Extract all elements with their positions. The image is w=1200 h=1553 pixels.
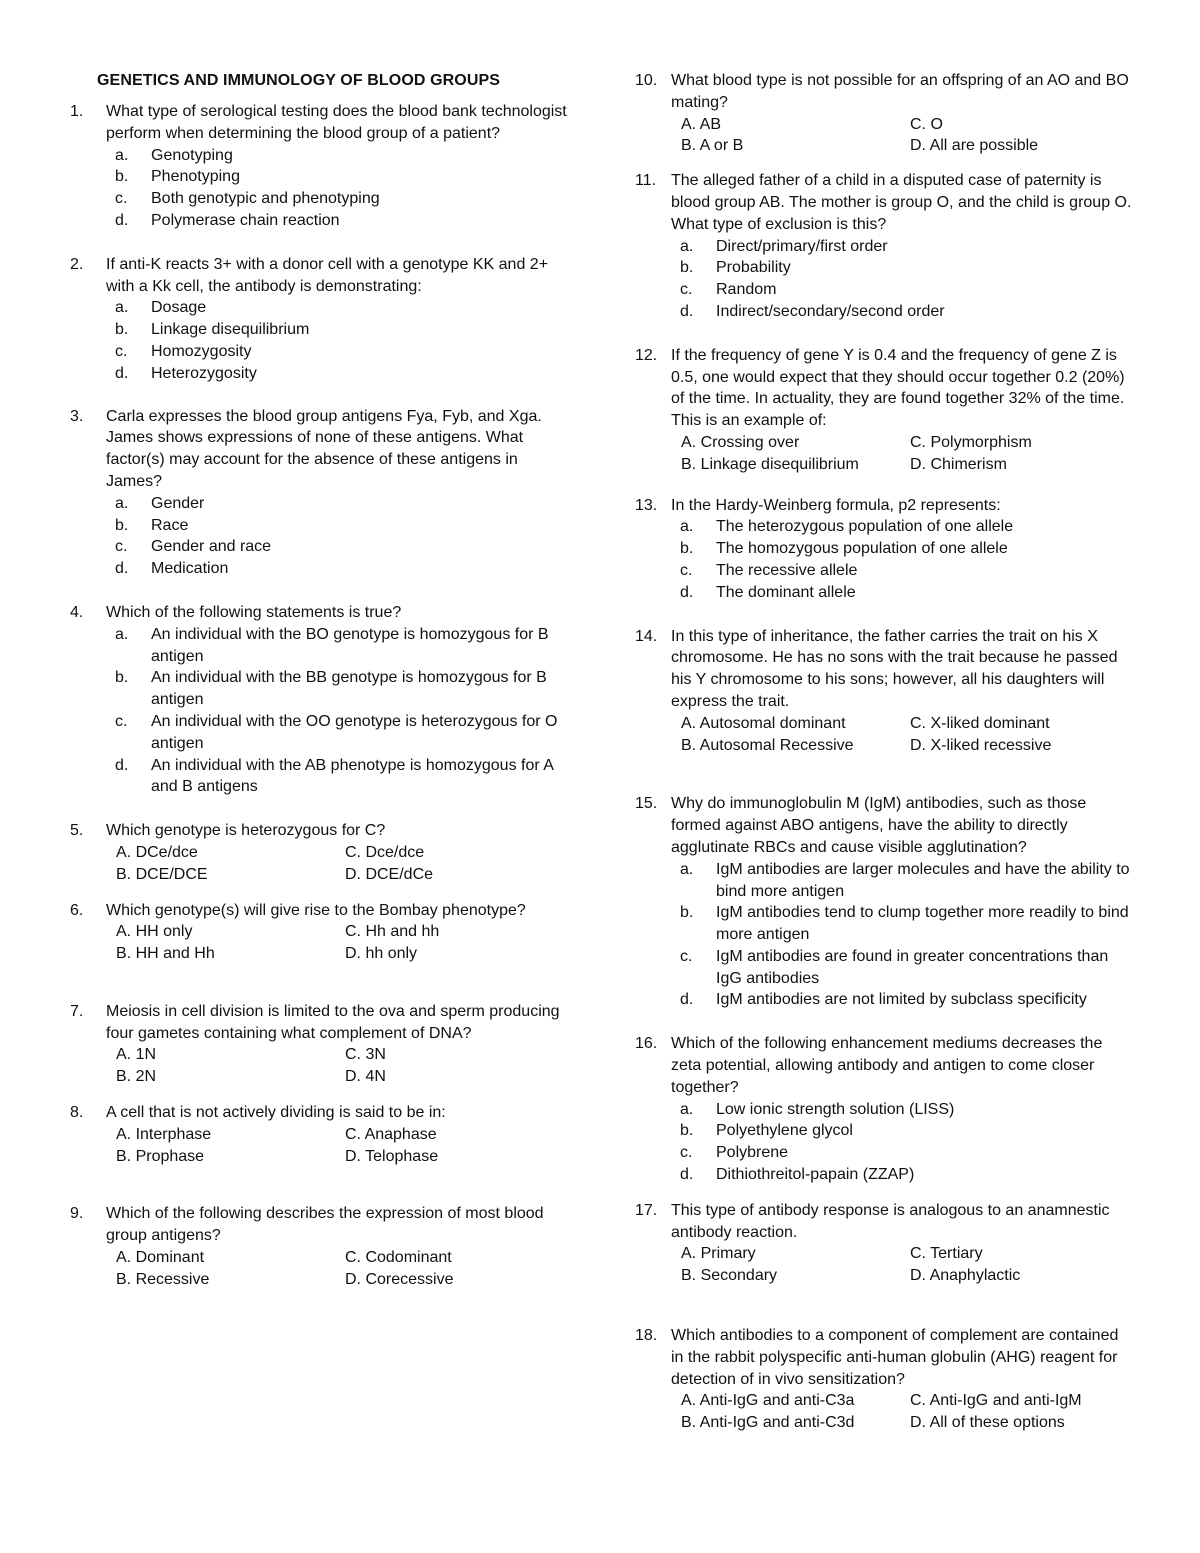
option-letter: b.: [115, 669, 129, 687]
option-text: The dominant allele: [716, 583, 856, 601]
question-number: 13.: [635, 496, 658, 514]
question-number: 1.: [70, 103, 84, 120]
question-number: 10.: [635, 72, 658, 89]
question-text: Which antibodies to a component of complement are contained in the rabbit polyspecific anti-human globulin (AHG) reagent for detection of in vivo sensitization?: [671, 1327, 1119, 1388]
option-text: Polyethylene glycol: [716, 1122, 853, 1140]
answer-options: [106, 297, 570, 384]
answer-option[interactable]: A. DCe/dce: [116, 843, 198, 861]
question-item: [635, 495, 1135, 604]
answer-option[interactable]: [106, 145, 570, 167]
question-item: [70, 254, 570, 385]
answer-option[interactable]: A. Interphase: [116, 1125, 212, 1143]
question-text: Why do immunoglobulin M (IgM) antibodies, such as those formed against ABO antigens, have the ability to directly agglutinate RBCs and cause visible agglutination?: [671, 795, 1087, 856]
option-letter: a.: [115, 625, 129, 643]
answer-option[interactable]: A. Autosomal dominant: [681, 714, 846, 732]
question-text: What type of serological testing does the blood bank technologist perform when determining the blood group of a patient?: [106, 103, 567, 142]
answer-option[interactable]: C. Tertiary: [910, 1245, 983, 1263]
answer-option[interactable]: A. AB: [681, 115, 722, 133]
answer-option[interactable]: [671, 989, 1135, 1011]
answer-options-grid: [106, 921, 570, 965]
option-text: An individual with the AB phenotype is homozygous for A and B antigens: [151, 756, 554, 796]
option-letter: b.: [115, 516, 129, 534]
answer-options: [106, 624, 570, 798]
question-number: 7.: [70, 1002, 84, 1020]
question-item: [70, 1001, 570, 1088]
question-number: 8.: [70, 1104, 84, 1122]
option-letter: a.: [115, 146, 129, 164]
option-text: Both genotypic and phenotyping: [151, 190, 380, 208]
question-text: The alleged father of a child in a disputed case of paternity is blood group AB. The mother is group O, and the child is group O. What type of exclusion is this?: [671, 172, 1132, 233]
option-letter: c.: [115, 538, 128, 556]
option-letter: c.: [680, 281, 693, 299]
answer-options: [671, 1099, 1135, 1186]
option-letter: a.: [680, 237, 694, 255]
answer-option[interactable]: [671, 859, 1135, 903]
option-letter: c.: [680, 561, 693, 579]
option-text: Gender: [151, 494, 205, 512]
option-letter: d.: [680, 991, 694, 1009]
answer-option[interactable]: D. Telophase: [345, 1147, 439, 1165]
answer-option[interactable]: [106, 755, 570, 799]
answer-option[interactable]: A. 1N: [116, 1046, 157, 1064]
question-number: 2.: [70, 255, 84, 273]
option-text: The homozygous population of one allele: [716, 540, 1008, 558]
option-letter: d.: [115, 211, 129, 229]
answer-option[interactable]: A. HH only: [116, 923, 193, 941]
answer-option[interactable]: [106, 536, 570, 558]
answer-option[interactable]: [106, 210, 570, 232]
answer-option[interactable]: [106, 558, 570, 580]
answer-option[interactable]: B. A or B: [681, 137, 744, 155]
option-text: Phenotyping: [151, 168, 240, 186]
question-text: A cell that is not actively dividing is said to be in:: [106, 1104, 446, 1122]
option-text: IgM antibodies are larger molecules and have the ability to bind more antigen: [716, 860, 1130, 900]
answer-options-grid: [671, 713, 1135, 757]
left-column: [70, 70, 570, 1291]
answer-option[interactable]: D. All are possible: [910, 137, 1039, 155]
question-number: 17.: [635, 1201, 658, 1219]
answer-option[interactable]: [106, 363, 570, 385]
question-text: Carla expresses the blood group antigens Fya, Fyb, and Xga. James shows expressions of none of these antigens. What factor(s) may account for the absence of these antigens in James?: [106, 407, 542, 490]
answer-option[interactable]: [106, 711, 570, 755]
question-text: Which of the following statements is true?: [106, 603, 402, 621]
answer-option[interactable]: [671, 902, 1135, 946]
answer-option[interactable]: [671, 538, 1135, 560]
answer-option[interactable]: [106, 667, 570, 711]
question-text: If anti-K reacts 3+ with a donor cell with a genotype KK and 2+ with a Kk cell, the antibody is demonstrating:: [106, 255, 549, 295]
question-item: [70, 1203, 570, 1290]
option-text: Race: [151, 516, 189, 534]
option-text: IgM antibodies are not limited by subclass specificity: [716, 991, 1087, 1009]
answer-options-grid: [106, 842, 570, 886]
question-item: [635, 793, 1135, 1011]
option-letter: b.: [115, 168, 129, 186]
option-letter: b.: [680, 1122, 694, 1140]
question-number: 15.: [635, 795, 658, 813]
question-item: [70, 602, 570, 798]
answer-option[interactable]: C. Codominant: [345, 1249, 452, 1267]
answer-option[interactable]: [106, 166, 570, 188]
answer-option[interactable]: C. Anaphase: [345, 1125, 437, 1143]
question-number: 6.: [70, 901, 84, 919]
answer-option[interactable]: D. X-liked recessive: [910, 736, 1052, 754]
answer-options: [671, 236, 1135, 323]
answer-option[interactable]: C. Dce/dce: [345, 843, 425, 861]
option-letter: b.: [115, 321, 129, 339]
option-text: An individual with the BO genotype is homozygous for B antigen: [151, 625, 549, 665]
option-letter: c.: [115, 190, 128, 208]
answer-option[interactable]: D. Anaphylactic: [910, 1267, 1021, 1285]
option-text: Dosage: [151, 299, 207, 317]
question-text: In this type of inheritance, the father carries the trait on his X chromosome. He has no sons with the trait because he passed his Y chromosome to his sons; however, all his daughters will express the trait.: [671, 627, 1118, 710]
answer-option[interactable]: D. Chimerism: [910, 455, 1007, 473]
option-letter: d.: [115, 756, 129, 774]
option-text: Heterozygosity: [151, 364, 257, 382]
question-number: 16.: [635, 1035, 658, 1053]
answer-options: [671, 859, 1135, 1012]
question-text: In the Hardy-Weinberg formula, p2 represents:: [671, 496, 1001, 514]
option-text: Indirect/secondary/second order: [716, 302, 945, 320]
answer-options-grid: [671, 1243, 1135, 1287]
option-text: Polybrene: [716, 1144, 789, 1162]
answer-option[interactable]: A. Anti-IgG and anti-C3a: [681, 1392, 855, 1410]
option-letter: d.: [680, 1166, 694, 1184]
question-number: 12.: [635, 346, 658, 364]
option-letter: d.: [115, 560, 129, 578]
answer-options-grid: [671, 114, 1135, 158]
answer-options: [671, 516, 1135, 603]
answer-option[interactable]: D. DCE/dCe: [345, 865, 434, 883]
answer-option[interactable]: B. Autosomal Recessive: [681, 736, 854, 754]
option-text: Probability: [716, 259, 791, 277]
option-letter: a.: [680, 518, 694, 536]
question-item: [70, 101, 570, 232]
answer-option[interactable]: [671, 946, 1135, 990]
option-letter: a.: [680, 1100, 694, 1118]
option-text: IgM antibodies are found in greater concentrations than IgG antibodies: [716, 947, 1109, 987]
answer-options-grid: [106, 1247, 570, 1291]
answer-option[interactable]: [671, 560, 1135, 582]
answer-option[interactable]: B. Anti-IgG and anti-C3d: [681, 1414, 855, 1432]
question-text: Which genotype(s) will give rise to the Bombay phenotype?: [106, 901, 526, 919]
question-text: Which of the following enhancement mediums decreases the zeta potential, allowing antibody and antigen to come closer together?: [671, 1035, 1103, 1096]
answer-option[interactable]: [106, 341, 570, 363]
option-text: Medication: [151, 560, 229, 578]
answer-options-grid: [106, 1124, 570, 1168]
answer-option[interactable]: [671, 301, 1135, 323]
answer-option[interactable]: [671, 516, 1135, 538]
answer-option[interactable]: A. Dominant: [116, 1249, 205, 1267]
answer-option[interactable]: [106, 624, 570, 668]
question-number: 9.: [70, 1205, 84, 1223]
option-letter: c.: [115, 712, 128, 730]
answer-option[interactable]: C. Anti-IgG and anti-IgM: [910, 1392, 1082, 1410]
option-letter: c.: [115, 342, 128, 360]
option-text: Low ionic strength solution (LISS): [716, 1100, 955, 1118]
option-letter: b.: [680, 259, 694, 277]
answer-option[interactable]: [671, 582, 1135, 604]
answer-option[interactable]: [671, 1142, 1135, 1164]
option-text: Homozygosity: [151, 342, 252, 360]
question-number: 3.: [70, 407, 84, 425]
option-text: An individual with the BB genotype is homozygous for B antigen: [151, 669, 547, 709]
answer-option[interactable]: [106, 515, 570, 537]
question-number: 11.: [635, 172, 657, 190]
question-item: [635, 170, 1135, 323]
answer-option[interactable]: D. hh only: [345, 945, 418, 963]
answer-options-grid: [671, 432, 1135, 476]
answer-option[interactable]: A. Crossing over: [681, 433, 800, 451]
option-text: The recessive allele: [716, 561, 858, 579]
answer-option[interactable]: [106, 493, 570, 515]
option-text: Direct/primary/first order: [716, 237, 888, 255]
answer-option[interactable]: C. 3N: [345, 1046, 386, 1064]
answer-option[interactable]: B. Secondary: [681, 1267, 778, 1285]
question-text: Which genotype is heterozygous for C?: [106, 822, 386, 840]
right-column: [635, 70, 1135, 1434]
option-text: Random: [716, 281, 777, 299]
question-item: [635, 1325, 1135, 1434]
answer-options-grid: [106, 1044, 570, 1088]
question-number: 5.: [70, 822, 84, 840]
option-text: The heterozygous population of one allele: [716, 518, 1014, 536]
answer-option[interactable]: B. Prophase: [116, 1147, 205, 1165]
answer-option[interactable]: C. X-liked dominant: [910, 714, 1050, 732]
question-text: Which of the following describes the expression of most blood group antigens?: [106, 1205, 544, 1245]
answer-option[interactable]: B. DCE/DCE: [116, 865, 208, 883]
answer-option[interactable]: [671, 257, 1135, 279]
answer-option[interactable]: [671, 236, 1135, 258]
answer-option[interactable]: [671, 1120, 1135, 1142]
page-title: GENETICS AND IMMUNOLOGY OF BLOOD GROUPS: [97, 72, 501, 89]
answer-option[interactable]: B. Recessive: [116, 1270, 210, 1288]
answer-option[interactable]: C. Hh and hh: [345, 923, 440, 941]
question-item: [70, 900, 570, 965]
question-number: 18.: [635, 1327, 658, 1345]
option-text: Linkage disequilibrium: [151, 321, 310, 339]
option-letter: d.: [115, 364, 129, 382]
question-text: If the frequency of gene Y is 0.4 and the frequency of gene Z is 0.5, one would expect that they should occur together 0.2 (20%) of the time. In actuality, they are found together 32% of the time. This is an example of:: [671, 346, 1125, 430]
option-letter: b.: [680, 904, 694, 922]
answer-option[interactable]: C. Polymorphism: [910, 433, 1032, 451]
option-text: Genotyping: [151, 146, 233, 164]
answer-option[interactable]: B. HH and Hh: [116, 945, 215, 963]
question-item: [70, 820, 570, 885]
answer-option[interactable]: [106, 319, 570, 341]
option-letter: c.: [680, 947, 693, 965]
question-item: [635, 1200, 1135, 1287]
answer-option[interactable]: [671, 279, 1135, 301]
question-number: 14.: [635, 627, 658, 645]
answer-option[interactable]: A. Primary: [681, 1245, 756, 1263]
answer-option[interactable]: B. 2N: [116, 1068, 157, 1086]
question-item: [70, 406, 570, 580]
answer-option[interactable]: [671, 1099, 1135, 1121]
answer-options-grid: [671, 1390, 1135, 1434]
answer-option[interactable]: D. 4N: [345, 1068, 386, 1086]
question-text: Meiosis in cell division is limited to the ova and sperm producing four gametes containing what complement of DNA?: [106, 1002, 560, 1042]
answer-options: [106, 493, 570, 580]
option-text: Gender and race: [151, 538, 272, 556]
question-item: [635, 70, 1135, 157]
option-letter: c.: [680, 1144, 693, 1162]
answer-option[interactable]: [106, 297, 570, 319]
answer-options: [106, 145, 570, 232]
option-letter: d.: [680, 583, 694, 601]
option-letter: a.: [680, 860, 694, 878]
answer-option[interactable]: D. Corecessive: [345, 1270, 454, 1288]
option-text: IgM antibodies tend to clump together more readily to bind more antigen: [716, 904, 1129, 944]
option-letter: a.: [115, 299, 129, 317]
answer-option[interactable]: [106, 188, 570, 210]
answer-option[interactable]: [671, 1164, 1135, 1186]
answer-option[interactable]: B. Linkage disequilibrium: [681, 455, 859, 473]
question-item: [635, 626, 1135, 757]
question-number: 4.: [70, 603, 84, 621]
option-text: Polymerase chain reaction: [151, 211, 340, 229]
question-text: This type of antibody response is analogous to an anamnestic antibody reaction.: [671, 1201, 1110, 1241]
question-item: [635, 345, 1135, 476]
answer-option[interactable]: C. O: [910, 115, 943, 133]
option-letter: a.: [115, 494, 129, 512]
answer-option[interactable]: D. All of these options: [910, 1414, 1065, 1432]
question-item: [70, 1102, 570, 1167]
option-text: Dithiothreitol-papain (ZZAP): [716, 1166, 915, 1184]
option-letter: d.: [680, 302, 694, 320]
question-text: What blood type is not possible for an offspring of an AO and BO mating?: [671, 72, 1129, 111]
option-text: An individual with the OO genotype is heterozygous for O antigen: [151, 712, 558, 752]
question-item: [635, 1033, 1135, 1186]
option-letter: b.: [680, 540, 694, 558]
